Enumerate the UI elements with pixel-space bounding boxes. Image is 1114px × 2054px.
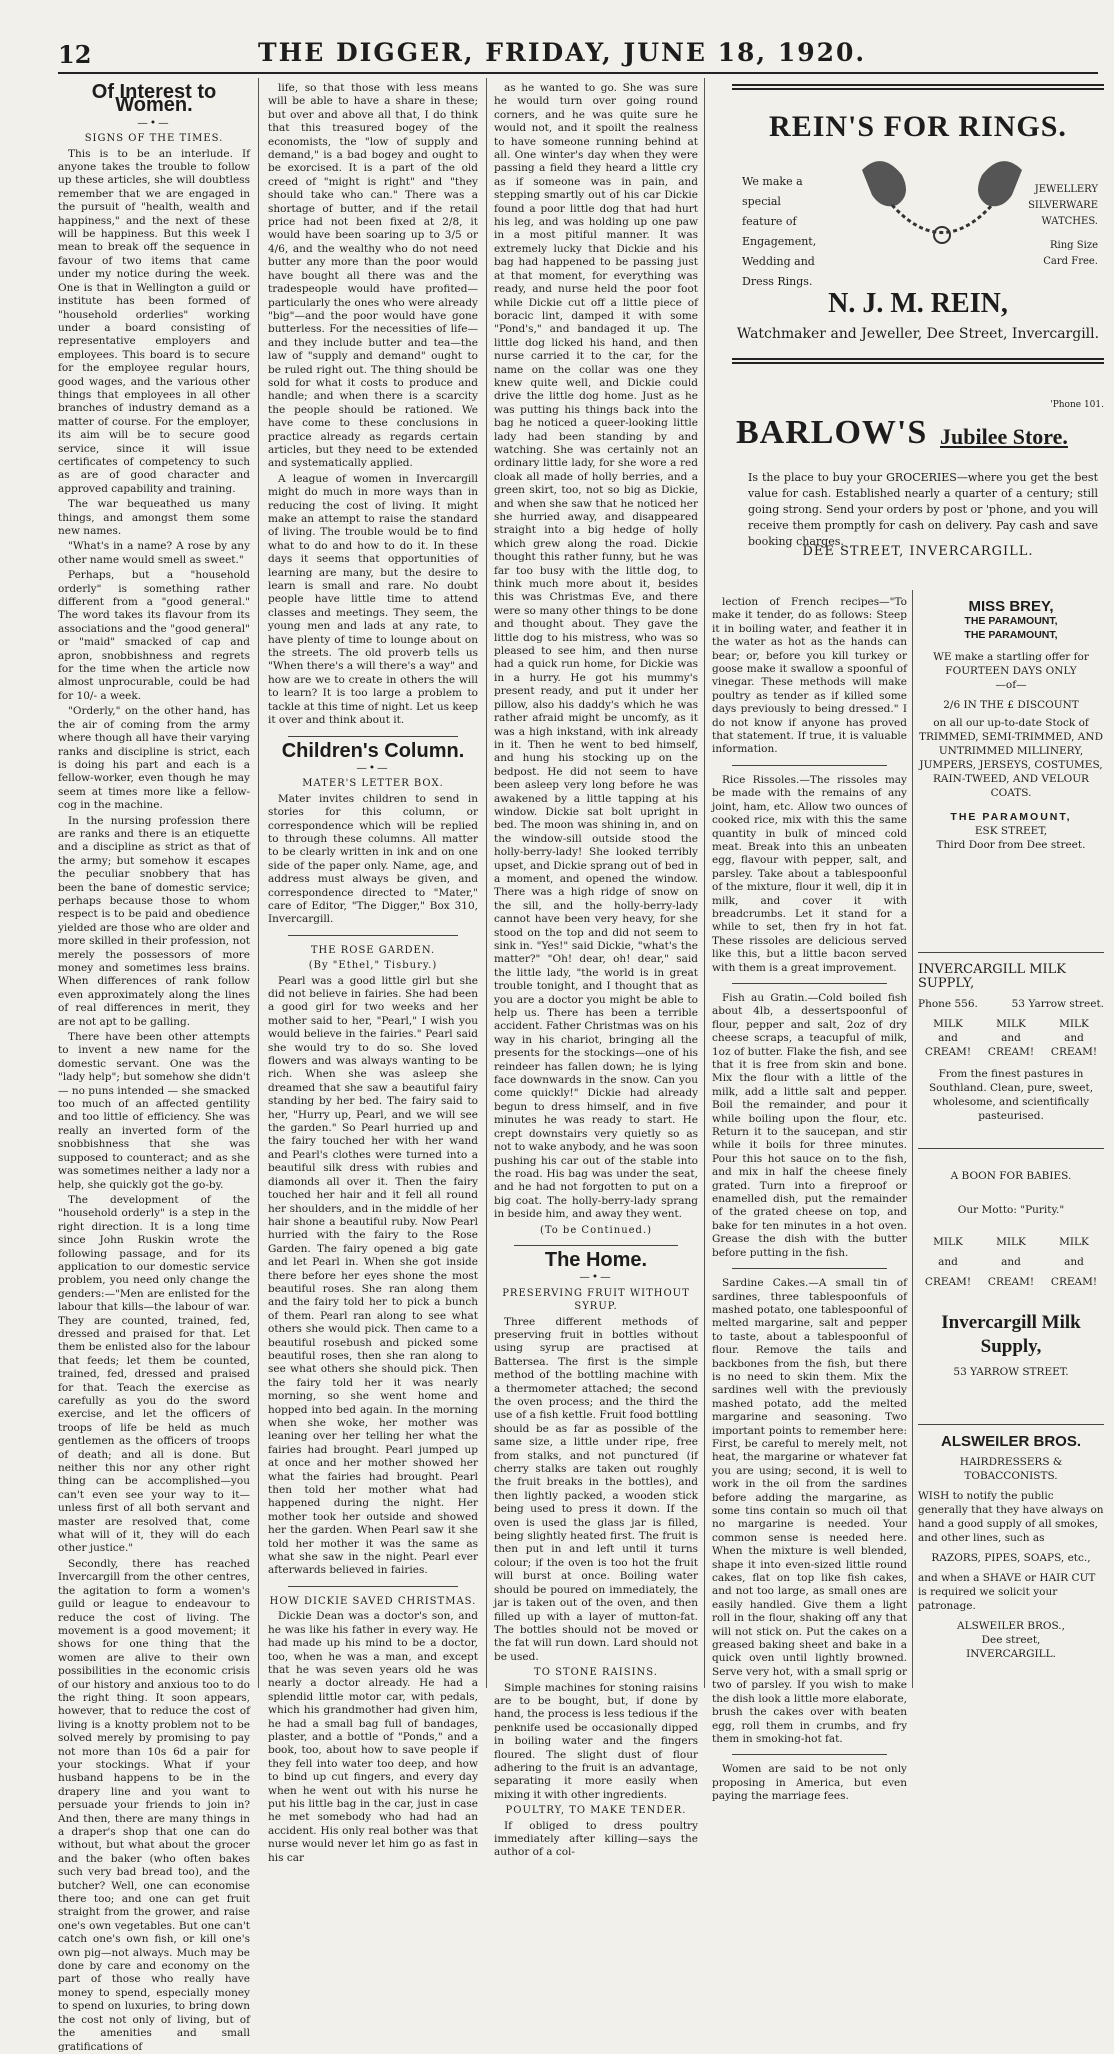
newspaper-title: THE DIGGER, FRIDAY, JUNE 18, 1920. bbox=[258, 38, 867, 67]
cream-label: CREAM! bbox=[924, 1046, 972, 1058]
and-label: and bbox=[1064, 1256, 1084, 1268]
divider bbox=[732, 765, 887, 766]
milk-supply-advert-1 bbox=[918, 952, 1104, 1123]
and-label: and bbox=[1001, 1256, 1021, 1268]
masthead bbox=[58, 38, 1098, 74]
cream-label: CREAM! bbox=[987, 1046, 1035, 1058]
letter-box-heading: MATER'S LETTER BOX. bbox=[302, 778, 444, 790]
recipe-fish: Fish au Gratin.—Cold boiled fish about 4lb, a dessertspoonful of flour, pepper and salt, 2oz of dry cheese scraps, a teacupful of milk, 1oz of butter. Flake the fish, and see that it is free from skin and bone. Mix the flour with a little of the milk, add a little salt and pepper. Boil the remainder, and pour it while boiling upon the flour, etc. Return it to the saucepan, and stir while it boils for three minutes. Pour this hot sauce on to the fish, and mix in half the cheese finely grated. Turn into a fireproof or enamelled dish, put the remainder of the grated cheese on top, and bake for ten minutes in a hot oven. Grease the dish with the butter before putting in the fish. bbox=[712, 991, 907, 1259]
column-children bbox=[268, 82, 478, 1864]
section-heading-home: The Home. bbox=[544, 1248, 648, 1271]
column-rule bbox=[486, 78, 487, 1688]
milk-supply-advert-2 bbox=[918, 1148, 1104, 1379]
paragraph: Perhaps, but a "household orderly" is something rather different from a "good general." The word takes its flavour from its associations and the "good general" or "maid" smacked of cap and apron, snobbishness and regrets for the time when the article now almost unprocurable, could be had for 10/- a week. bbox=[58, 569, 250, 702]
alsweiler-wish: WISH to notify the public generally that they have always on hand a good supply of all smokes, and other lines, such as bbox=[918, 1490, 1104, 1544]
brey-of: —of— bbox=[995, 679, 1027, 691]
paragraph: Mater invites children to send in stories for this column, or correspondence which will be replied to through these columns. All matter to be clearly written in ink and on one side of the paper only. Name, age, and address must always be given, and correspondence directed to "Mater," care of Editor, "The Digger," Box 310, Invercargill. bbox=[268, 792, 478, 926]
brey-sub1: THE PARAMOUNT, bbox=[964, 615, 1058, 627]
rein-products: JEWELLERY SILVERWARE WATCHES. bbox=[1028, 184, 1098, 227]
paragraph: "What's in a name? A rose by any other name would smell as sweet." bbox=[58, 540, 250, 566]
paragraph: The war bequeathed us many things, and amongst them some new names. bbox=[58, 498, 250, 537]
barlow-store: Jubilee Store. bbox=[940, 424, 1068, 449]
paragraph: In the nursing profession there are ranks and there is an etiquette and a discipline as strict as that of the army; but somehow it escapes the peculiar snobbery that has been the bane of domestic service; perhaps because those to whom respect is to be paid and obedience yielded are those who are older and more skilled in their profession, not merely the possessors of more money and sometimes less brains. When differences of rank follow even approximately along the lines of real differences in merit, they are not apt to be galling. bbox=[58, 814, 250, 1028]
milk2-motto: Our Motto: "Purity." bbox=[957, 1204, 1065, 1216]
alsweiler-title: ALSWEILER BROS. bbox=[940, 1433, 1081, 1450]
column-rule bbox=[258, 78, 259, 1688]
divider bbox=[288, 736, 458, 737]
alsweiler-street: Dee street, bbox=[981, 1634, 1041, 1646]
rein-title: REIN'S FOR RINGS. bbox=[769, 110, 1067, 143]
paragraph: The development of the "household orderly" is a step in the right direction. It is a long time since John Ruskin wrote the following passage, and for its application to our domestic service problem, you need only change the genders:—"Men are enlisted for the labour that kills—the labour of war. They are counted, trained, fed, dressed and praised for that. Let them be enlisted also for the labour that feeds; let them be counted, trained, fed, dressed and praised for that. Teach the exercise as carefully as you do the sword exercise, and let the officers of troops of life be held as much gentlemen as the officers of troops of death; and all is done. But neither this nor any other right thing can be accomplished—you can't even see your way to it—unless first of all both servant and master are resolved that, come what will of it, they will do each other justice." bbox=[58, 1193, 250, 1555]
alsweiler-advert bbox=[918, 1424, 1104, 1661]
paragraph: Pearl was a good little girl but she did not believe in fairies. She had been a good girl for two weeks and her mother said to her, "Pearl," I wish you would believe in the fairies." Pearl said she would try to do so. She loved flowers and was always wanting to be rich. When she was asleep she dreamed that she saw a beautiful fairy standing by her bed. The fairy said to her, "Hurry up, Pearl, and we will see the garden." So Pearl hurried up and the fairy touched her with her wand and Pearl's clothes were turned into a beautiful silk dress with rubies and diamonds all over it. Then the fairy touched her hair and it fell all round her shoulders, and in the middle of her hair shone a beautiful ruby. Now Pearl hurried with the fairy to the Rose Garden. The fairy opened a big gate and let Pearl in. When she got inside there before her eyes shone the most beautiful roses. She ran along them and the fairy told her to pick a bunch of them. Pearl ran along to see what others she would pick. Then came to a beautiful rosebush and picked some beautiful roses, then she ran along to see what others she should pick. Then the fairy told her it was nearly morning, so she went home and hopped into bed again. In the morning when she woke, her mother was leaning over her telling her what the fairies had brought. Pearl jumped up at once and her mother showed her what the fairies had brought. Pearl then told her mother what had happened during the night. Her mother took her outside and showed her the garden. When Pearl saw it she told her mother it was the same as what she saw in the night. Pearl ever afterwards believed in fairies. bbox=[268, 974, 478, 1577]
barlow-advert bbox=[732, 400, 1104, 580]
barlow-title: BARLOW'S bbox=[736, 414, 928, 451]
paragraph: A league of women in Invercargill might do much in more ways than in reducing the cost of living. It might make an attempt to raise the standard of living. The trouble would be to find what to do and how to do it. In these days it seems that opportunities of learning are many, but the desire to learn is small and rare. No doubt people have little time to attend classes and meetings. They seem, the young men and lads at any rate, to have plenty of time to lounge about on the streets. The old proverb tells us "When there's a will there's a way" and how are we to create in others the will to learn? It is too large a problem to tackle at this time of night. Let us keep it over and think about it. bbox=[268, 472, 478, 727]
ornament-divider: —•— bbox=[356, 761, 390, 774]
story-heading: THE ROSE GARDEN. bbox=[310, 944, 436, 956]
miss-brey-advert bbox=[918, 600, 1104, 852]
paragraph: Secondly, there has reached Invercargill from the other centres, the agitation to form a women's guild or league to endeavour to reduce the cost of living. The movement is a good movement; it shows for one thing that the women are alive to their own possibilities in the economic crisis of our history and anxious too to do the right thing. It soon appears, however, that to reduce the cost of living is a knotty problem not to be solved merely by promising to pay not more than 10s 6d a pair for your stockings. What if your husband happens to be in the drapery line and you want to persuade your friends to join in? And then, there are many things in a draper's shop that one can do without, but what about the grocer and the baker (who often bakes such very bad bread too), and the butcher? Well, one can economise there too; and one can get fruit straight from the grower, and raise one's own vegetables. But one can't catch one's own fish, or kill one's own pig—not always. Much may be done by care and economy on the part of those who really have money to spend, especially money to spend on luxuries, to bring down the cost not only of living, but of the amenities and small gratifications of bbox=[58, 1557, 250, 2053]
divider bbox=[732, 1754, 887, 1755]
brey-door: Third Door from Dee street. bbox=[936, 839, 1086, 851]
recipe-rice: Rice Rissoles.—The rissoles may be made with the remains of any joint, ham, etc. Allow two ounces of cooked rice, mix with this the same quantity in bulk of minced cold meat. Break into this an unbeaten egg, flavour with pepper, salt, and parsley. Take about a tablespoonful of the mixture, flour it well, dip it in milk, and cover it with breadcrumbs. Let it stand for a while to set, then fry in hot fat. These rissoles are delicious served like this, but a little bacon served with them is a great improvement. bbox=[712, 773, 907, 974]
cream-label: CREAM! bbox=[1050, 1276, 1098, 1288]
article-subhead: POULTRY, TO MAKE TENDER. bbox=[505, 1805, 687, 1817]
milk2-street: 53 YARROW STREET. bbox=[953, 1366, 1069, 1378]
to-be-continued: (To be Continued.) bbox=[539, 1224, 653, 1236]
cream-row bbox=[918, 1045, 1104, 1059]
paragraph: This is to be an interlude. If anyone takes the trouble to follow up these articles, she will doubtless remember that we are engaged in the pursuit of "health, wealth and happiness," and the next of these will be happiness. But this week I mean to break off the sequence in favour of two items that came under my notice during the week. One is that in Wellington a guild or institute has been formed of "household orderlies" working under a board consisting of representative employers and employees. This board is to secure for the employee regular hours, good wages, and the various other things that employees in all other branches of industry demand as a matter of course. For the employer, its aim will be to secure good service, since it will issue certificates of competency to such as are of good character and approved capability and training. bbox=[58, 147, 250, 495]
paragraph: Simple machines for stoning raisins are to be bought, but, if done by hand, the process is less tedious if the penknife used be occasionally dipped in boiling water and the fingers floured. The slight dust of flour adhering to the fruit is an advantage, separating it more easily when mixing it with other ingredients. bbox=[494, 1681, 698, 1801]
alsweiler-razors: RAZORS, PIPES, SOAPS, etc., bbox=[931, 1552, 1091, 1564]
brey-stock: on all our up-to-date Stock of TRIMMED, SEMI-TRIMMED, AND UNTRIMMED MILLINERY, JUMPERS, JERSEYS, COSTUMES, RAIN-TWEED, AND VELOUR COATS. bbox=[918, 717, 1103, 799]
ornament-divider: —•— bbox=[579, 1271, 613, 1284]
paragraph: Dickie Dean was a doctor's son, and he was like his father in every way. He had made up his mind to be a doctor, too, when he was a man, and except that he was seven years old he was nearly a doctor already. He had a splendid little motor car, with pedals, which his grandmother had given him, he had a small bag full of bandages, plaster, and a bottle of "Ponds," and a book, too, about how to save people if they fell into water too deep, and how to bind up cut fingers, and every day when he went out with his nurse he put his little bag in the car, just in case he met somebody who had had an accident. His only real bother was that nurse would never let him go as fast in his car bbox=[268, 1610, 478, 1864]
section-heading-women: Of Interest to Women. bbox=[91, 81, 217, 117]
and-label: and bbox=[938, 1256, 958, 1268]
brey-sub2: THE PARAMOUNT, bbox=[964, 629, 1058, 641]
brey-discount: 2/6 IN THE £ DISCOUNT bbox=[943, 699, 1079, 711]
and-row bbox=[918, 1031, 1104, 1045]
paragraph: There have been other attempts to invent a new name for the domestic servant. One was the "lady help"; but somehow she didn't — no puns intended — she smacked too much of an affected gentility and too little of efficiency. She was really an inverted form of the snobbishness that she was supposed to counteract; and as she was sometimes neither a lady nor a help, she quickly got the go-by. bbox=[58, 1031, 250, 1191]
article-subhead: TO STONE RAISINS. bbox=[534, 1667, 658, 1679]
alsweiler-shave: and when a SHAVE or HAIR CUT is required we solicit your patronage. bbox=[918, 1572, 1096, 1612]
milk-label: MILK bbox=[1059, 1018, 1089, 1030]
alsweiler-name: ALSWEILER BROS., bbox=[957, 1620, 1065, 1632]
cream-label: CREAM! bbox=[987, 1276, 1035, 1288]
column-rule bbox=[704, 78, 705, 1688]
milk1-phone: Phone 556. bbox=[918, 998, 978, 1010]
rein-subtitle: Watchmaker and Jeweller, Dee Street, Invercargill. bbox=[736, 326, 1100, 342]
brey-street: ESK STREET, bbox=[974, 825, 1048, 837]
column-rule bbox=[912, 590, 913, 1688]
paragraph: life, so that those with less means will be able to have a share in these; but over and above all that, I do think that this treasured bogey of the economists, the "low of supply and demand," is a bad bogey and ought to be exorcised. It is a part of the old creed of "might is right" and "they should take who can." There was a shortage of butter, and if the retail price had not been fixed at 2/8, it would have been soaring up to 3/5 or 4/6, and the wealthy who do not need butter any more than the poor would have bought all there was and the tradespeople would have profited—particularly the ones who were already "big"—and the poor would have gone butterless. For the necessities of life—and they include butter and tea—the law of "supply and demand" ought to be ruled right out. The thing should be sold for what it costs to produce and handle; and when there is a scarcity the people should be rationed. We have come to these conclusions in practice already as regards certain articles, but they need to be extended and systematically applied. bbox=[268, 82, 478, 470]
and-label: and bbox=[938, 1032, 958, 1044]
milk1-title: INVERCARGILL MILK SUPPLY, bbox=[918, 962, 1067, 991]
rein-right-text bbox=[1028, 182, 1098, 270]
milk1-text: From the finest pastures in Southland. Clean, pure, sweet, wholesome, and scientifically pasteurised. bbox=[928, 1068, 1094, 1122]
divider bbox=[732, 983, 887, 984]
milk2-boon: A BOON FOR BABIES. bbox=[950, 1170, 1072, 1182]
birds-ring-illustration bbox=[852, 150, 1032, 260]
milk-label: MILK bbox=[933, 1236, 963, 1248]
divider bbox=[288, 1586, 458, 1587]
milk-label: MILK bbox=[933, 1018, 963, 1030]
column-story-home bbox=[494, 82, 698, 1859]
rein-rings-advert bbox=[732, 84, 1104, 364]
paragraph: as he wanted to go. She was sure he would turn over going round corners, and he was quite sure he would not, and it spoilt the realness to have someone running behind at all. One winter's day when they were passing a field they heard a little cry as if someone was in pain, and stepping smartly out of his car Dickie found a poor little dog that had hurt his leg, and was holding up one paw in a most pitiful manner. It was extremely lucky that Dickie and his bag had happened to be passing just at that moment, for everything was ready, and nurse held the poor foot while Dickie cut off a little piece of boracic lint, damped it with some "Pond's," and bandaged it up. The little dog licked his hand, and then nurse carried it to the car, for the name on the collar was one they knew quite well, and Dickie could drive the little dog home. Just as he was putting his things back into the bag he noticed a queer-looking little lady had been standing by and watching. She was certainly not an ordinary little lady, for she wore a red cloak all made of holly berries, and a green skirt, too, not so big as Dickie, and when she saw that he noticed her she hurried away, and disappeared straight into a big hedge of holly which grew along the road. Dickie thought this rather funny, but he was far too busy with the little dog, to think much more about it, besides this was Christmas Eve, and there were so many other things to be done and thought about. They gave the little dog to his mistress, who was so pleased to see him, and then nurse had a quick run home, for Dickie was in a hurry. He got his mummy's present ready, and put it under her pillow, also his daddy's which he was rather afraid might be uncomfy, as it was a high inkstand, with ink already in it. Then he went to bed himself, and hung his stocking up on the bedpost. He did not seem to have been asleep very long before he was awakened by a little tapping at his window. Dickie sat bolt upright in bed. The moon was shining in, and on the window-sill outside stood the holly-berry-lady! She looked terribly upset, and Dickie sprang out of bed in a moment, and opened the window. There was a high ridge of snow on the sill, and the holly-berry-lady cannot have been very heavy, for she stood on the top and did not seem to sink in. "Yes!" said Dickie, "what's the matter?" "Oh! dear, oh! dear," said the little lady, "the world is in great trouble tonight, and I thought that as you are a doctor you might be able to help us. There has been a terrible accident. Father Christmas was on his way in his chariot, bringing all the presents for the stockings—one of his reindeer has fallen down; he is lying face downwards in the snow. Can you come quickly!" Dickie had already begun to dress himself, and in five minutes he was ready to start. He crept downstairs very quietly so as not to wake anybody, and he was soon pushing his car out of the stable into the road. His bag was under the seat, and he had not forgotten to put on a big coat. The holly-berry-lady sprang in beside him, and away they went. bbox=[494, 82, 698, 1221]
and-label: and bbox=[1064, 1032, 1084, 1044]
column-women bbox=[58, 81, 250, 2053]
alsweiler-town: INVERCARGILL. bbox=[966, 1648, 1056, 1660]
milk-label: MILK bbox=[996, 1236, 1026, 1248]
alsweiler-sub: HAIRDRESSERS & TOBACCONISTS. bbox=[959, 1456, 1063, 1482]
paragraph: Three different methods of preserving fruit in bottles without using syrup are practised at Battersea. The first is the simple method of the bottling machine with a thermometer attached; the second the oven process; and the third the use of a fish kettle. Fruit food bottling should be as far as possible of the same size, a little under ripe, free from stalks, and not punctured (if cherry stalks are taken out roughly the fruit breaks in the bottles), and then lightly packed, a wooden stick being used to press it down. If the oven is used the glass jar is filled, being slightly heated first. The fruit is then put in and left until it turns colour; if the oven is too hot the fruit will burst at once. Boiling water should be poured on immediately, the jar is taken out of the oven, and then filled up with a layer of mutton-fat. The bottles should not be moved or the fat will run down. Lard should not be used. bbox=[494, 1315, 698, 1663]
brey-offer: WE make a startling offer for FOURTEEN DAYS ONLY bbox=[933, 651, 1089, 677]
cream-label: CREAM! bbox=[1050, 1046, 1098, 1058]
section-heading-children: Children's Column. bbox=[281, 739, 465, 762]
milk-row bbox=[918, 1017, 1104, 1031]
rein-left-text: We make a special feature of Engagement, Wedding and Dress Rings. bbox=[742, 175, 817, 288]
brey-shop: THE PARAMOUNT, bbox=[950, 811, 1072, 823]
barlow-text: Is the place to buy your GROCERIES—where you get the best value for cash. Established nearly a quarter of a century; still going strong. Send your orders by post or 'phone, and you will receive them promptly for cash on delivery. Pay cash and save booking charges. bbox=[748, 471, 1098, 548]
milk1-contact bbox=[918, 997, 1104, 1011]
and-label: and bbox=[1001, 1032, 1021, 1044]
milk1-street: 53 Yarrow street. bbox=[1011, 998, 1104, 1010]
rein-ring-card: Ring Size Card Free. bbox=[1043, 240, 1098, 267]
paragraph: lection of French recipes—"To make it tender, do as follows: Steep it in boiling water, and feather it in the water as hot as the hands can bear; or, before you kill turkey or goose make it swallow a spoonful of vinegar. These methods will make poultry as tender as if killed some days previously to being dressed." I do not know if anyone has proved that statement. If true, it is valuable information. bbox=[712, 596, 907, 756]
cream-row bbox=[918, 1275, 1104, 1289]
column-recipes bbox=[712, 596, 907, 1803]
article-subhead: SIGNS OF THE TIMES. bbox=[84, 133, 224, 145]
barlow-phone: 'Phone 101. bbox=[1050, 400, 1104, 410]
milk-label: MILK bbox=[996, 1018, 1026, 1030]
milk-label: MILK bbox=[1059, 1236, 1089, 1248]
paragraph: Women are said to be not only proposing in America, but even paying the marriage fees. bbox=[712, 1763, 907, 1803]
milk-row bbox=[918, 1235, 1104, 1249]
rein-name: N. J. M. REIN, bbox=[828, 288, 1008, 319]
story-heading: HOW DICKIE SAVED CHRISTMAS. bbox=[269, 1595, 477, 1607]
divider bbox=[514, 1245, 678, 1246]
divider bbox=[288, 935, 458, 936]
brey-name: MISS BREY, bbox=[968, 598, 1054, 615]
divider bbox=[732, 1268, 887, 1269]
cream-label: CREAM! bbox=[924, 1276, 972, 1288]
milk2-name: Invercargill Milk Supply, bbox=[941, 1312, 1081, 1357]
paragraph: If obliged to dress poultry immediately after killing—says the author of a col- bbox=[494, 1819, 698, 1859]
recipe-sardine: Sardine Cakes.—A small tin of sardines, three tablespoonfuls of mashed potato, one tablespoonful of melted margarine, salt and pepper to taste, about a tablespoonful of flour. Remove the tails and backbones from the fish, but there is no need to skin them. Mix the sardines well with the previously mashed potato, add the melted margarine and seasoning. Two important points to remember here: First, be careful to merely melt, not heat, the margarine or whatever fat you are using; second, it is well to work in the oil from the sardines before adding the margarine, as some tins contain so much oil that no margarine is needed. Your common sense is needed here. When the mixture is well blended, shape it into even-sized little round cakes, flat on top like fish cakes, and not too large, as small ones are easily handled. Give them a light roll in the flour, shaking off any that will not stick on. Put the cakes on a greased baking sheet and bake in a quick oven until lightly browned. Serve very hot, with a small sprig or two of parsley. If you wish to make the dish look a little more elaborate, brush the cakes over with beaten egg, roll them in crumbs, and fry them in smoking-hot fat. bbox=[712, 1277, 907, 1745]
ornament-divider: —•— bbox=[137, 116, 171, 129]
barlow-address: DEE STREET, INVERCARGILL. bbox=[802, 544, 1034, 559]
article-subhead: PRESERVING FRUIT WITHOUT SYRUP. bbox=[502, 1287, 690, 1313]
story-byline: (By "Ethel," Tisbury.) bbox=[308, 960, 438, 972]
page-number: 12 bbox=[58, 40, 92, 69]
paragraph: "Orderly," on the other hand, has the air of coming from the army where though all have their varying ranks and discipline is strict, each is doing his part and each is a fellow-worker, even though he may seem at times more like a fellow-cog in the machine. bbox=[58, 705, 250, 812]
and-row bbox=[918, 1255, 1104, 1269]
